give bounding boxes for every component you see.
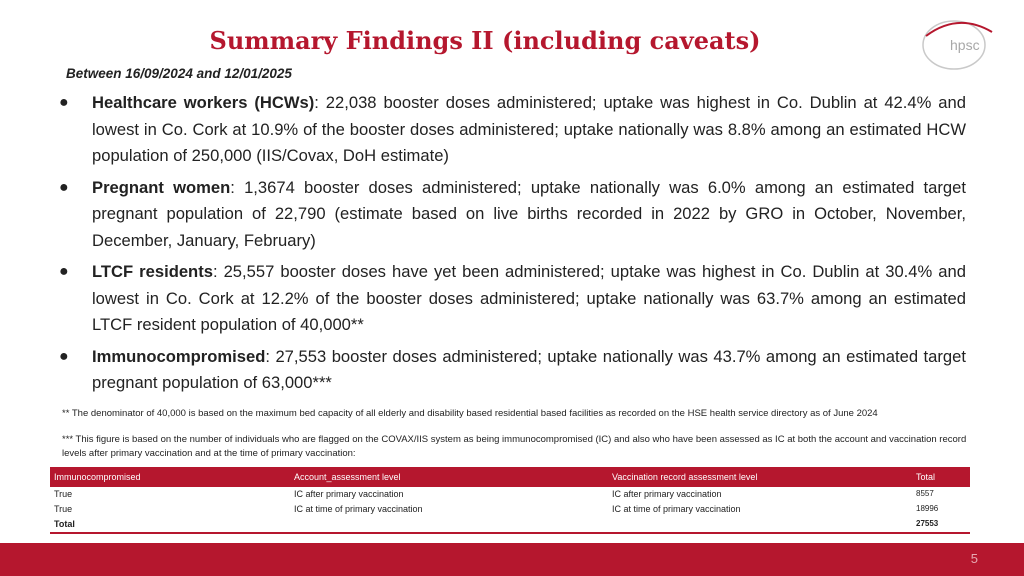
table-total-row: [50, 517, 970, 533]
bullet-text: : 25,557 booster doses have yet been administered; uptake was highest in Co. Dublin at 30.4% and lowest in Co. Cork at 12.2% of the booster doses administered; uptake nationally was 63.7% among an estimated LTCF resident population of 40,000**: [92, 262, 966, 334]
page-title: Summary Findings II (including caveats): [209, 26, 761, 55]
list-item: [56, 175, 966, 255]
bullet-text: : 1,3674 booster doses administered; uptake nationally was 6.0% among an estimated target pregnant population of 22,790 (estimate based on live births recorded in 2022 by GRO in October, November, December, January, February): [92, 177, 966, 250]
footnote-immunocompromised: *** This figure is based on the number of individuals who are flagged on the COVAX/IIS system as being immunocompromised (IC) and also who have been assessed as IC at both the account and vaccination record levels after primary vaccination and at the time of primary vaccination:: [62, 434, 967, 459]
immunocompromised-table: [50, 467, 970, 534]
bullet-label: Immunocompromised: [92, 346, 266, 366]
table-cell: IC after primary vaccination: [290, 487, 608, 503]
bullet-icon: ●: [59, 94, 69, 111]
logo-text: hpsc: [950, 37, 980, 53]
table-cell: [608, 517, 912, 533]
table-cell: IC at time of primary vaccination: [294, 504, 423, 514]
table-row: [50, 502, 970, 517]
list-item: [56, 344, 966, 397]
footer-bar: [0, 543, 1024, 576]
list-item: [56, 259, 966, 339]
list-item: [56, 90, 966, 170]
table-cell: True: [54, 504, 73, 514]
table-cell: IC after primary vaccination: [608, 487, 912, 503]
table-cell: 18996: [916, 504, 939, 513]
column-header: Account_assessment level: [290, 467, 608, 487]
table-cell: [290, 517, 608, 533]
bullet-icon: ●: [59, 347, 69, 365]
page-number: 5: [970, 551, 978, 566]
bullet-icon: ●: [59, 263, 69, 280]
bullet-label: Healthcare workers (HCWs): [92, 93, 315, 112]
total-value: 27553: [912, 517, 970, 533]
column-header: Total: [912, 467, 970, 487]
column-header: Immunocompromised: [50, 467, 290, 487]
findings-list: [56, 90, 966, 402]
table-row: [50, 487, 970, 503]
total-label: Total: [50, 517, 290, 533]
bullet-label: LTCF residents: [92, 262, 213, 281]
footnote-ltcf: ** The denominator of 40,000 is based on the maximum bed capacity of all elderly and disability based residential based facilities as recorded on the HSE health service directory as of June 2024: [62, 408, 878, 419]
table-cell: True: [50, 487, 290, 503]
table-cell: 8557: [912, 487, 970, 503]
table-header-row: [50, 467, 970, 487]
bullet-icon: ●: [59, 178, 69, 196]
column-header: Vaccination record assessment level: [608, 467, 912, 487]
table-cell: IC at time of primary vaccination: [612, 504, 741, 514]
bullet-text: : 22,038 booster doses administered; uptake was highest in Co. Dublin at 42.4% and lowest in Co. Cork at 10.9% of the booster doses administered; uptake nationally was 8.8% among an estimated HCW population of 250,000 (IIS/Covax, DoH estimate): [92, 93, 966, 165]
bullet-text: : 27,553 booster doses administered; uptake nationally was 43.7% among an estimated target pregnant population of 63,000***: [92, 346, 966, 392]
bullet-label: Pregnant women: [92, 177, 231, 197]
date-range-subtitle: Between 16/09/2024 and 12/01/2025: [66, 66, 292, 81]
